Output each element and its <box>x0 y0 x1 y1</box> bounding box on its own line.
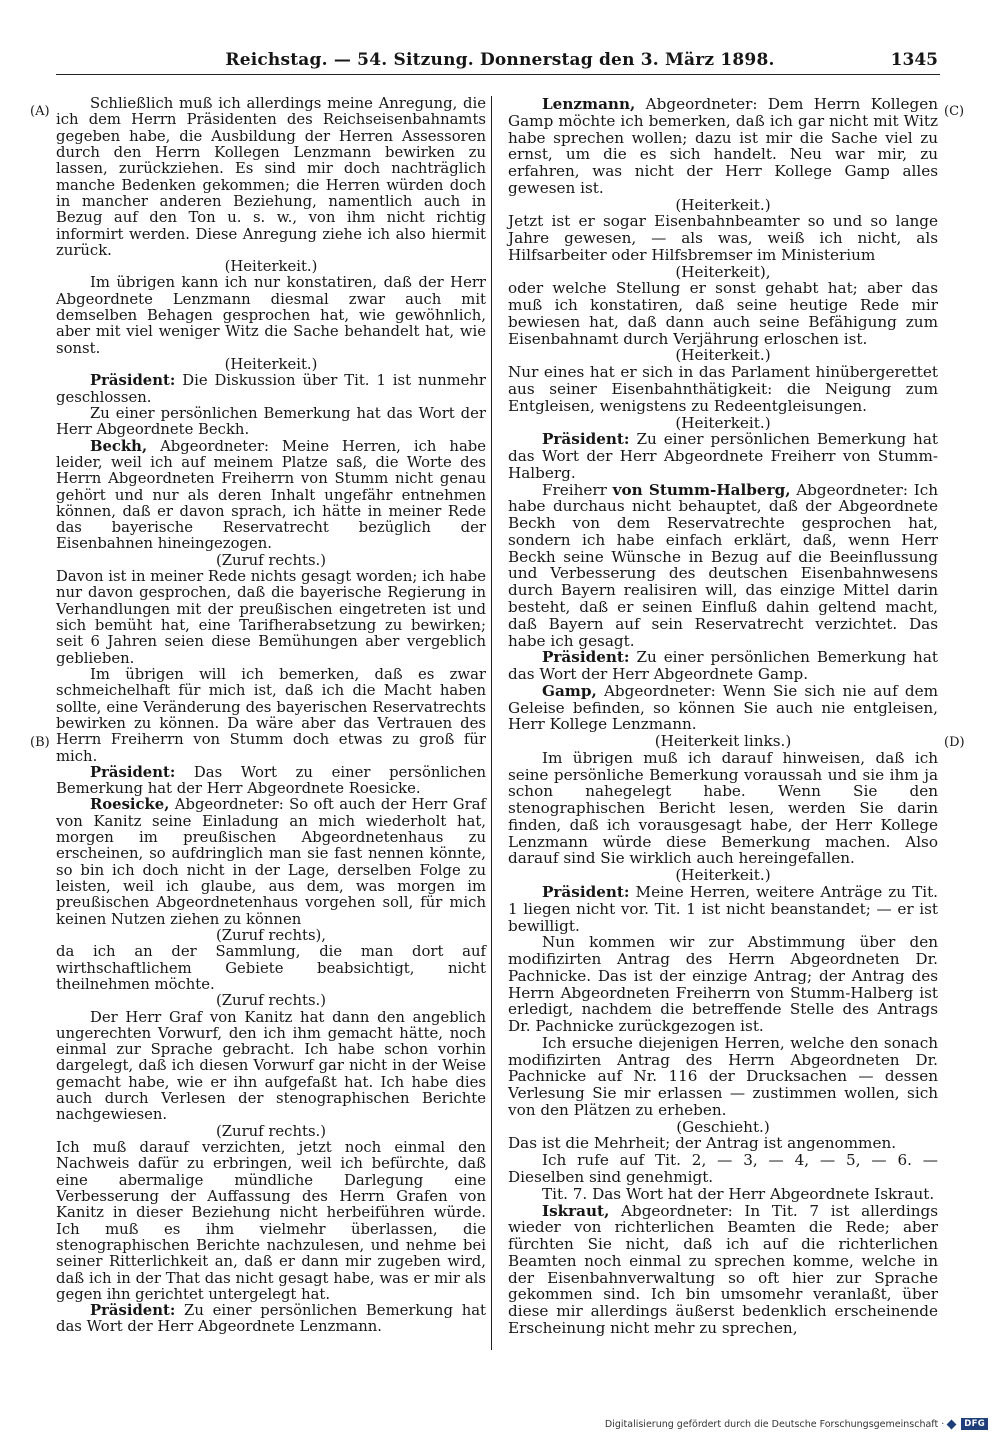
paragraph <box>56 406 486 439</box>
paragraph-text: Im übrigen will ich bemerken, daß es zwar schmeichelhaft für mich ist, daß ich die Macht haben sollte, eine Veränderung des bayerischen Reservatrechts bewirken zu können. Da wäre aber das Vertrauen des Herrn Freiherrn von Stumm doch etwas zu groß für mich. <box>56 665 486 765</box>
paragraph <box>508 1186 938 1203</box>
margin-label-d: (D) <box>944 735 965 750</box>
interjection <box>56 1124 486 1140</box>
speaker-name: von Stumm-Halberg, <box>612 480 791 499</box>
paragraph-text: da ich an der Sammlung, die man dort auf wirthschaftlichem Gebiete beabsichtigt, nicht theilnehmen möchte. <box>56 943 486 993</box>
paragraph <box>508 280 938 347</box>
paragraph <box>508 431 938 481</box>
speaker-name: Präsident: <box>90 372 176 390</box>
interjection <box>508 264 938 281</box>
paragraph-text: Jetzt ist er sogar Eisenbahnbeamter so und so lange Jahre gewesen, — als was, weiß ich nicht, als Hilfsarbeiter oder Hilfsbremser im Ministerium <box>508 212 938 264</box>
paragraph-text: Zu einer persönlichen Bemerkung hat das Wort der Herr Abgeordnete Gamp. <box>508 648 938 684</box>
speaker-name: Präsident: <box>90 763 176 781</box>
paragraph <box>508 364 938 414</box>
paragraph <box>508 1152 938 1186</box>
page-header <box>0 50 1000 76</box>
paragraph-text: (Heiterkeit.) <box>675 346 771 365</box>
paragraph <box>56 765 486 798</box>
page-number: 1345 <box>890 50 938 70</box>
paragraph <box>56 667 486 765</box>
paragraph-text: Zu einer persönlichen Bemerkung hat das Wort der Herr Abgeordnete Beckh. <box>56 404 486 439</box>
dfg-logo: DFG <box>961 1418 988 1430</box>
paragraph-text: Das Wort zu einer persönlichen Bemerkung hat der Herr Abgeordnete Roesicke. <box>56 763 486 798</box>
paragraph-text: Abgeordneter: In Tit. 7 ist allerdings wieder von richterlichen Beamten die Rede; aber fürchten Sie nicht, daß ich auf die richterlichen Beamten noch einmal zu sprechen komme, welche in der Eisenbahnverwaltung so oft hier zur Sprache gekommen sind. Ich bin umsomehr veranlaßt, über diese mir allerdings äußerst bedenklich erscheinende Erscheinung nicht mehr zu sprechen, <box>508 1201 938 1337</box>
paragraph-text: (Zuruf rechts), <box>215 926 327 944</box>
paragraph-text: Tit. 7. Das Wort hat der Herr Abgeordnete Iskraut. <box>542 1184 935 1203</box>
paragraph <box>508 1135 938 1152</box>
speaker-name: Lenzmann, <box>542 95 636 113</box>
paragraph <box>56 1303 486 1336</box>
speaker-name: Präsident: <box>542 648 630 667</box>
running-title: Reichstag. — 54. Sitzung. Donnerstag den 3. März 1898. <box>225 50 775 70</box>
interjection <box>508 347 938 364</box>
interjection <box>56 928 486 944</box>
paragraph-text: Nun kommen wir zur Abstimmung über den modifizirten Antrag des Herrn Abgeordneten Dr. Pachnicke. Das ist der einzige Antrag; der Antrag des Herrn Abgeordneten Freiherrn von Stumm-Halberg ist erledigt, nachdem die betreffende Stelle des Antrags Dr. Pachnicke zurückgezogen ist. <box>508 933 938 1036</box>
paragraph <box>56 1010 486 1124</box>
margin-label-b: (B) <box>30 735 50 750</box>
interjection <box>56 259 486 275</box>
paragraph-text: (Heiterkeit.) <box>675 866 771 885</box>
paragraph-text: (Zuruf rechts.) <box>215 992 327 1010</box>
paragraph-text: Abgeordneter: Wenn Sie sich nie auf dem Geleise befinden, so können Sie auch nie entgleisen, Herr Kollege Lenzmann. <box>508 681 938 734</box>
paragraph-text: (Heiterkeit.) <box>224 356 318 373</box>
paragraph-text: Ich rufe auf Tit. 2, — 3, — 4, — 5, — 6. — Dieselben sind genehmigt. <box>508 1151 938 1186</box>
interjection <box>56 357 486 373</box>
paragraph-text: Im übrigen kann ich nur konstatiren, daß der Herr Abgeordnete Lenzmann diesmal zwar auch mit demselben Behagen gesprochen hat, wie gewöhnlich, aber mit viel weniger Witz die Sache behandelt hat, wie sonst. <box>56 274 486 357</box>
paragraph-text: (Heiterkeit links.) <box>654 732 792 751</box>
speaker-name: Iskraut, <box>542 1201 610 1220</box>
paragraph-text: Zu einer persönlichen Bemerkung hat das Wort der Herr Abgeordnete Lenzmann. <box>56 1302 486 1336</box>
right-column <box>508 96 938 1337</box>
paragraph-text: Schließlich muß ich allerdings meine Anregung, die ich dem Herrn Präsidenten des Reichseisenbahnamts gegeben habe, die Ausbildung der Herren Assessoren durch den Herrn Kollegen Lenzmann bewirken zu lassen, zurückziehen. Es sind mir doch nachträglich manche Bedenken gekommen; die Herren würden doch in mancher anderen Beziehung, namentlich auch in Bezug auf den Ton u. s. w., von ihm nicht richtig informirt werden. Diese Anregung ziehe ich also hiermit zurück. <box>56 95 486 259</box>
margin-label-c: (C) <box>944 104 965 119</box>
header-rule <box>56 74 940 75</box>
paragraph-text: Das ist die Mehrheit; der Antrag ist angenommen. <box>508 1134 897 1153</box>
paragraph-text: Im übrigen muß ich darauf hinweisen, daß ich seine persönliche Bemerkung voraussah und sie ihm ja schon nahegelegt habe. Wenn Sie den stenographischen Bericht lesen, werden Sie darin finden, daß ich vorausgesagt habe, der Herr Kollege Lenzmann würde diese Bemerkung machen. Also darauf sind Sie wirklich auch hereingefallen. <box>508 748 938 868</box>
speaker-name: Gamp, <box>542 681 597 700</box>
paragraph <box>56 797 486 928</box>
paragraph <box>508 884 938 934</box>
speaker-name: Beckh, <box>90 437 148 455</box>
interjection <box>508 1119 938 1136</box>
paragraph-text: Meine Herren, weitere Anträge zu Tit. 1 liegen nicht vor. Tit. 1 ist nicht beanstandet; — er ist bewilligt. <box>508 882 938 935</box>
paragraph <box>56 373 486 406</box>
paragraph-text: Zu einer persönlichen Bemerkung hat das Wort der Herr Abgeordnete Freiherr von Stumm-Halberg. <box>508 430 938 482</box>
speaker-name: Präsident: <box>542 430 630 449</box>
footer-credit: Digitalisierung gefördert durch die Deutsche Forschungsgemeinschaft · <box>604 1418 945 1430</box>
paragraph-text: (Heiterkeit), <box>675 262 771 281</box>
left-column <box>56 96 486 1336</box>
paragraph-text: (Zuruf rechts.) <box>215 1122 327 1140</box>
paragraph-text: Abgeordneter: Meine Herren, ich habe leider, weil ich auf meinem Platze saß, die Worte des Herrn Abgeordneten Freiherrn von Stumm nicht genau gehört und nur als deren Inhalt ungefähr entnehmen können, daß er davon sprach, ich hätte in meiner Rede das bayerische Reservatrecht bezüglich der Eisenbahnen hineingezogen. <box>56 437 486 553</box>
paragraph-text: Davon ist in meiner Rede nichts gesagt worden; ich habe nur davon gesprochen, daß die bayerische Regierung in Verhandlungen mit der preußischen eingetreten ist und sich bemüht hat, eine Tarifherabsetzung zu bewirken; seit 6 Jahren seien diese Bemühungen aber vergeblich geblieben. <box>56 568 486 667</box>
interjection <box>56 553 486 569</box>
paragraph-text: Ich muß darauf verzichten, jetzt noch einmal den Nachweis dafür zu erbringen, weil ich befürchte, daß eine abermalige mündliche Darlegung eine Verbesserung der Auffassung des Herrn Grafen von Kanitz in dieser Beziehung nicht herbeiführen würde. Ich muß es ihm vielmehr überlassen, die stenographischen Berichte nachzulesen, und nehme bei seiner Ritterlichkeit an, daß er dann mir zugeben wird, daß ich in der That das nicht gesagt habe, was er mir als gegen ihn gerichtet untergelegt hat. <box>56 1139 486 1303</box>
paragraph <box>56 569 486 667</box>
interjection <box>508 867 938 884</box>
paragraph <box>56 1140 486 1303</box>
paragraph <box>56 96 486 259</box>
paragraph-text: Abgeordneter: Dem Herrn Kollegen Gamp möchte ich bemerken, daß ich gar nicht mit Witz habe sprechen wollen; dazu ist mir die Sache viel zu ernst, um die es sich handelt. Neu war mir, zu erfahren, was nicht der Herr Kollege Gamp alles gewesen ist. <box>508 95 938 197</box>
paragraph-text: Abgeordneter: So oft auch der Herr Graf von Kanitz seine Einladung an mich wiederholt hat, morgen im preußischen Abgeordnetenhaus zu erscheinen, so aufdringlich man sie fast nennen könnte, so bin ich doch nicht in der Lage, derselben Folge zu leisten, weil ich glaube, aus dem, was morgen im preußischen Abgeordnetenhaus vorgehen soll, für mich keinen Nutzen ziehen zu können <box>56 796 486 928</box>
interjection <box>508 733 938 750</box>
paragraph-text: Die Diskussion über Tit. 1 ist nunmehr geschlossen. <box>56 372 486 406</box>
paragraph <box>56 439 486 553</box>
paragraph <box>508 213 938 263</box>
margin-label-a: (A) <box>30 104 50 119</box>
paragraph <box>508 649 938 683</box>
interjection <box>56 993 486 1009</box>
speaker-name: Roesicke, <box>90 796 170 814</box>
paragraph <box>508 96 938 197</box>
paragraph-text: Nur eines hat er sich in das Parlament hinübergerettet aus seiner Eisenbahnthätigkeit: die Neigung zum Entgleisen, wenigstens zu Redeentgleisungen. <box>508 363 938 415</box>
paragraph <box>508 683 938 733</box>
paragraph-text: (Geschieht.) <box>676 1117 770 1136</box>
paragraph <box>508 750 938 867</box>
paragraph-text: (Heiterkeit.) <box>675 195 771 214</box>
paragraph-text: Der Herr Graf von Kanitz hat dann den angeblich ungerechten Vorwurf, den ich ihm gemacht hätte, noch einmal zur Sprache gebracht. Ich habe schon vorhin dargelegt, daß ich diesen Vorwurf gar nicht in der Weise gemacht habe, wie er ihn aufgefaßt hat. Ich habe dies auch durch Verlesen der stenographischen Berichte nachgewiesen. <box>56 1008 486 1124</box>
paragraph-text: Abgeordneter: Ich habe durchaus nicht behauptet, daß der Abgeordnete Beckh von dem Reservatrechte gesprochen hat, sondern ich habe einfach erklärt, daß, wenn Herr Beckh seine Wünsche in Bezug auf die Beeinflussung und Verbesserung des deutschen Eisenbahnwesens durch Bayern realisiren will, das einzige Mittel darin besteht, daß er seinen Einfluß dahin geltend macht, daß Bayern auf sein Reservatrecht verzichtet. Das habe ich gesagt. <box>508 480 938 650</box>
paragraph <box>508 1035 938 1119</box>
speaker-title: Freiherr <box>542 480 613 499</box>
paragraph <box>56 944 486 993</box>
column-divider <box>491 96 492 1350</box>
paragraph <box>508 1203 938 1337</box>
interjection <box>508 415 938 432</box>
page-footer <box>605 1418 988 1430</box>
paragraph <box>508 482 938 650</box>
paragraph-text: Ich ersuche diejenigen Herren, welche den sonach modifizirten Antrag des Herrn Abgeordneten Dr. Pachnicke auf Nr. 116 der Drucksachen — dessen Verlesung Sie mir erlassen — zustimmen wollen, sich von den Plätzen zu erheben. <box>508 1033 938 1119</box>
paragraph-text: (Heiterkeit.) <box>675 413 771 432</box>
paragraph-text: oder welche Stellung er sonst gehabt hat; aber das muß ich konstatiren, daß seine heutige Rede mir bewiesen hat, daß dann auch seine Befähigung zum Eisenbahnamt durch Verjährung erloschen ist. <box>508 279 938 348</box>
paragraph-text: (Zuruf rechts.) <box>215 551 327 569</box>
speaker-name: Präsident: <box>90 1302 176 1320</box>
speaker-name: Präsident: <box>542 882 630 901</box>
interjection <box>508 197 938 214</box>
dfg-diamond-icon <box>947 1419 957 1429</box>
paragraph <box>56 275 486 357</box>
paragraph <box>508 934 938 1035</box>
paragraph-text: (Heiterkeit.) <box>224 258 318 276</box>
